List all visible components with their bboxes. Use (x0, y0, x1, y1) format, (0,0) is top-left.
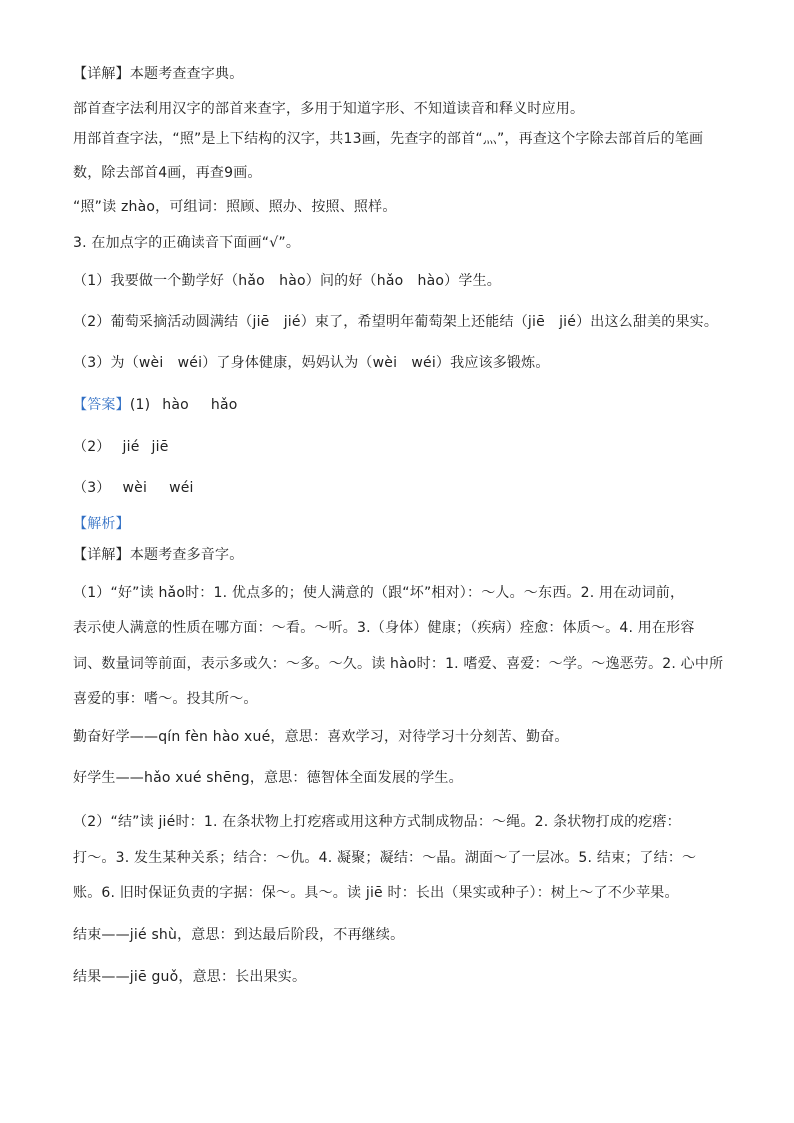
explanation-3: 好学生——hǎo xué shēng，意思：德智体全面发展的学生。 (73, 770, 463, 786)
answer-1-second: hǎo (210, 397, 238, 413)
question-title: 3. 在加点字的正确读音下面画“√”。 (73, 235, 301, 251)
detail-text: 本题考查查字典。 (129, 66, 244, 82)
answer-line-2 (73, 437, 169, 457)
explanation-1c: 词、数量词等前面，表示多或久：～多。～久。读 hào时：1. 嗜爱、喜爱：～学。～逸恶劳。2. 心中所 (73, 656, 724, 672)
explanation-4c: 账。6. 旧时保证负责的字据：保～。具～。读 jiē 时：长出（果实或种子）：树上～了不少苹果。 (73, 885, 679, 901)
explanation-4b: 打～。3. 发生某种关系；结合：～仇。4. 凝聚；凝结：～晶。湖面～了一层冰。5. 结束；了结：～ (73, 850, 697, 866)
answer-2-second: jiē (151, 439, 169, 455)
explanation-6: 结果——jiē guǒ，意思：长出果实。 (73, 969, 307, 985)
question-1: （1）我要做一个勤学好（hǎo hào）问的好（hǎo hào）学生。 (73, 273, 501, 289)
detail-line-1 (73, 64, 243, 84)
explanation-1d: 喜爱的事：嗜～。投其所～。 (73, 691, 258, 707)
detail-text-2: 本题考查多音字。 (129, 547, 244, 563)
paragraph-2b: 数，除去部首4画，再查9画。 (73, 165, 262, 181)
explanation-1a: （1）“好”读 hǎo时：1. 优点多的；使人满意的（跟“坏”相对）：～人。～东西。2. 用在动词前， (73, 585, 685, 601)
answer-3-first: wèi (122, 480, 148, 496)
paragraph-1: 部首查字法利用汉字的部首来查字，多用于知道字形、不知道读音和释义时应用。 (73, 101, 585, 117)
paragraph-3: “照”读 zhào，可组词：照顾、照办、按照、照样。 (73, 199, 397, 215)
explanation-5: 结束——jié shù，意思：到达最后阶段，不再继续。 (73, 927, 405, 943)
detail-line-2 (73, 545, 243, 565)
answer-1-first: hào (162, 397, 189, 413)
analysis-label: 【解析】 (73, 516, 130, 532)
explanation-4a: （2）“结”读 jié时：1. 在条状物上打疙瘩或用这种方式制成物品：～绳。2. 条状物打成的疙瘩： (73, 814, 681, 830)
answer-3-second: wéi (169, 480, 194, 496)
question-3: （3）为（wèi wéi）了身体健康，妈妈认为（wèi wéi）我应该多锻炼。 (73, 355, 550, 371)
answer-label: 【答案】 (73, 397, 130, 413)
answer-2-first: jié (122, 439, 140, 455)
explanation-2: 勤奋好学——qín fèn hào xué，意思：喜欢学习，对待学习十分刻苦、勤奋。 (73, 729, 569, 745)
answer-2-number: （2） (73, 439, 111, 455)
question-2: （2）葡萄采摘活动圆满结（jiē jié）束了，希望明年葡萄架上还能结（jiē jié）出这么甜美的果实。 (73, 314, 719, 330)
explanation-1b: 表示使人满意的性质在哪方面：～看。～听。3.（身体）健康；（疾病）痊愈：体质～。4. 用在形容 (73, 620, 695, 636)
answer-line-1 (73, 395, 238, 415)
answer-1-number: (1) (129, 397, 151, 413)
detail-label-2: 【详解】 (73, 547, 130, 563)
answer-3-number: （3） (73, 480, 111, 496)
paragraph-2a: 用部首查字法，“照”是上下结构的汉字，共13画，先查字的部首“灬”，再查这个字除去部首后的笔画 (73, 131, 704, 147)
answer-line-3 (73, 478, 194, 498)
detail-label: 【详解】 (73, 66, 130, 82)
